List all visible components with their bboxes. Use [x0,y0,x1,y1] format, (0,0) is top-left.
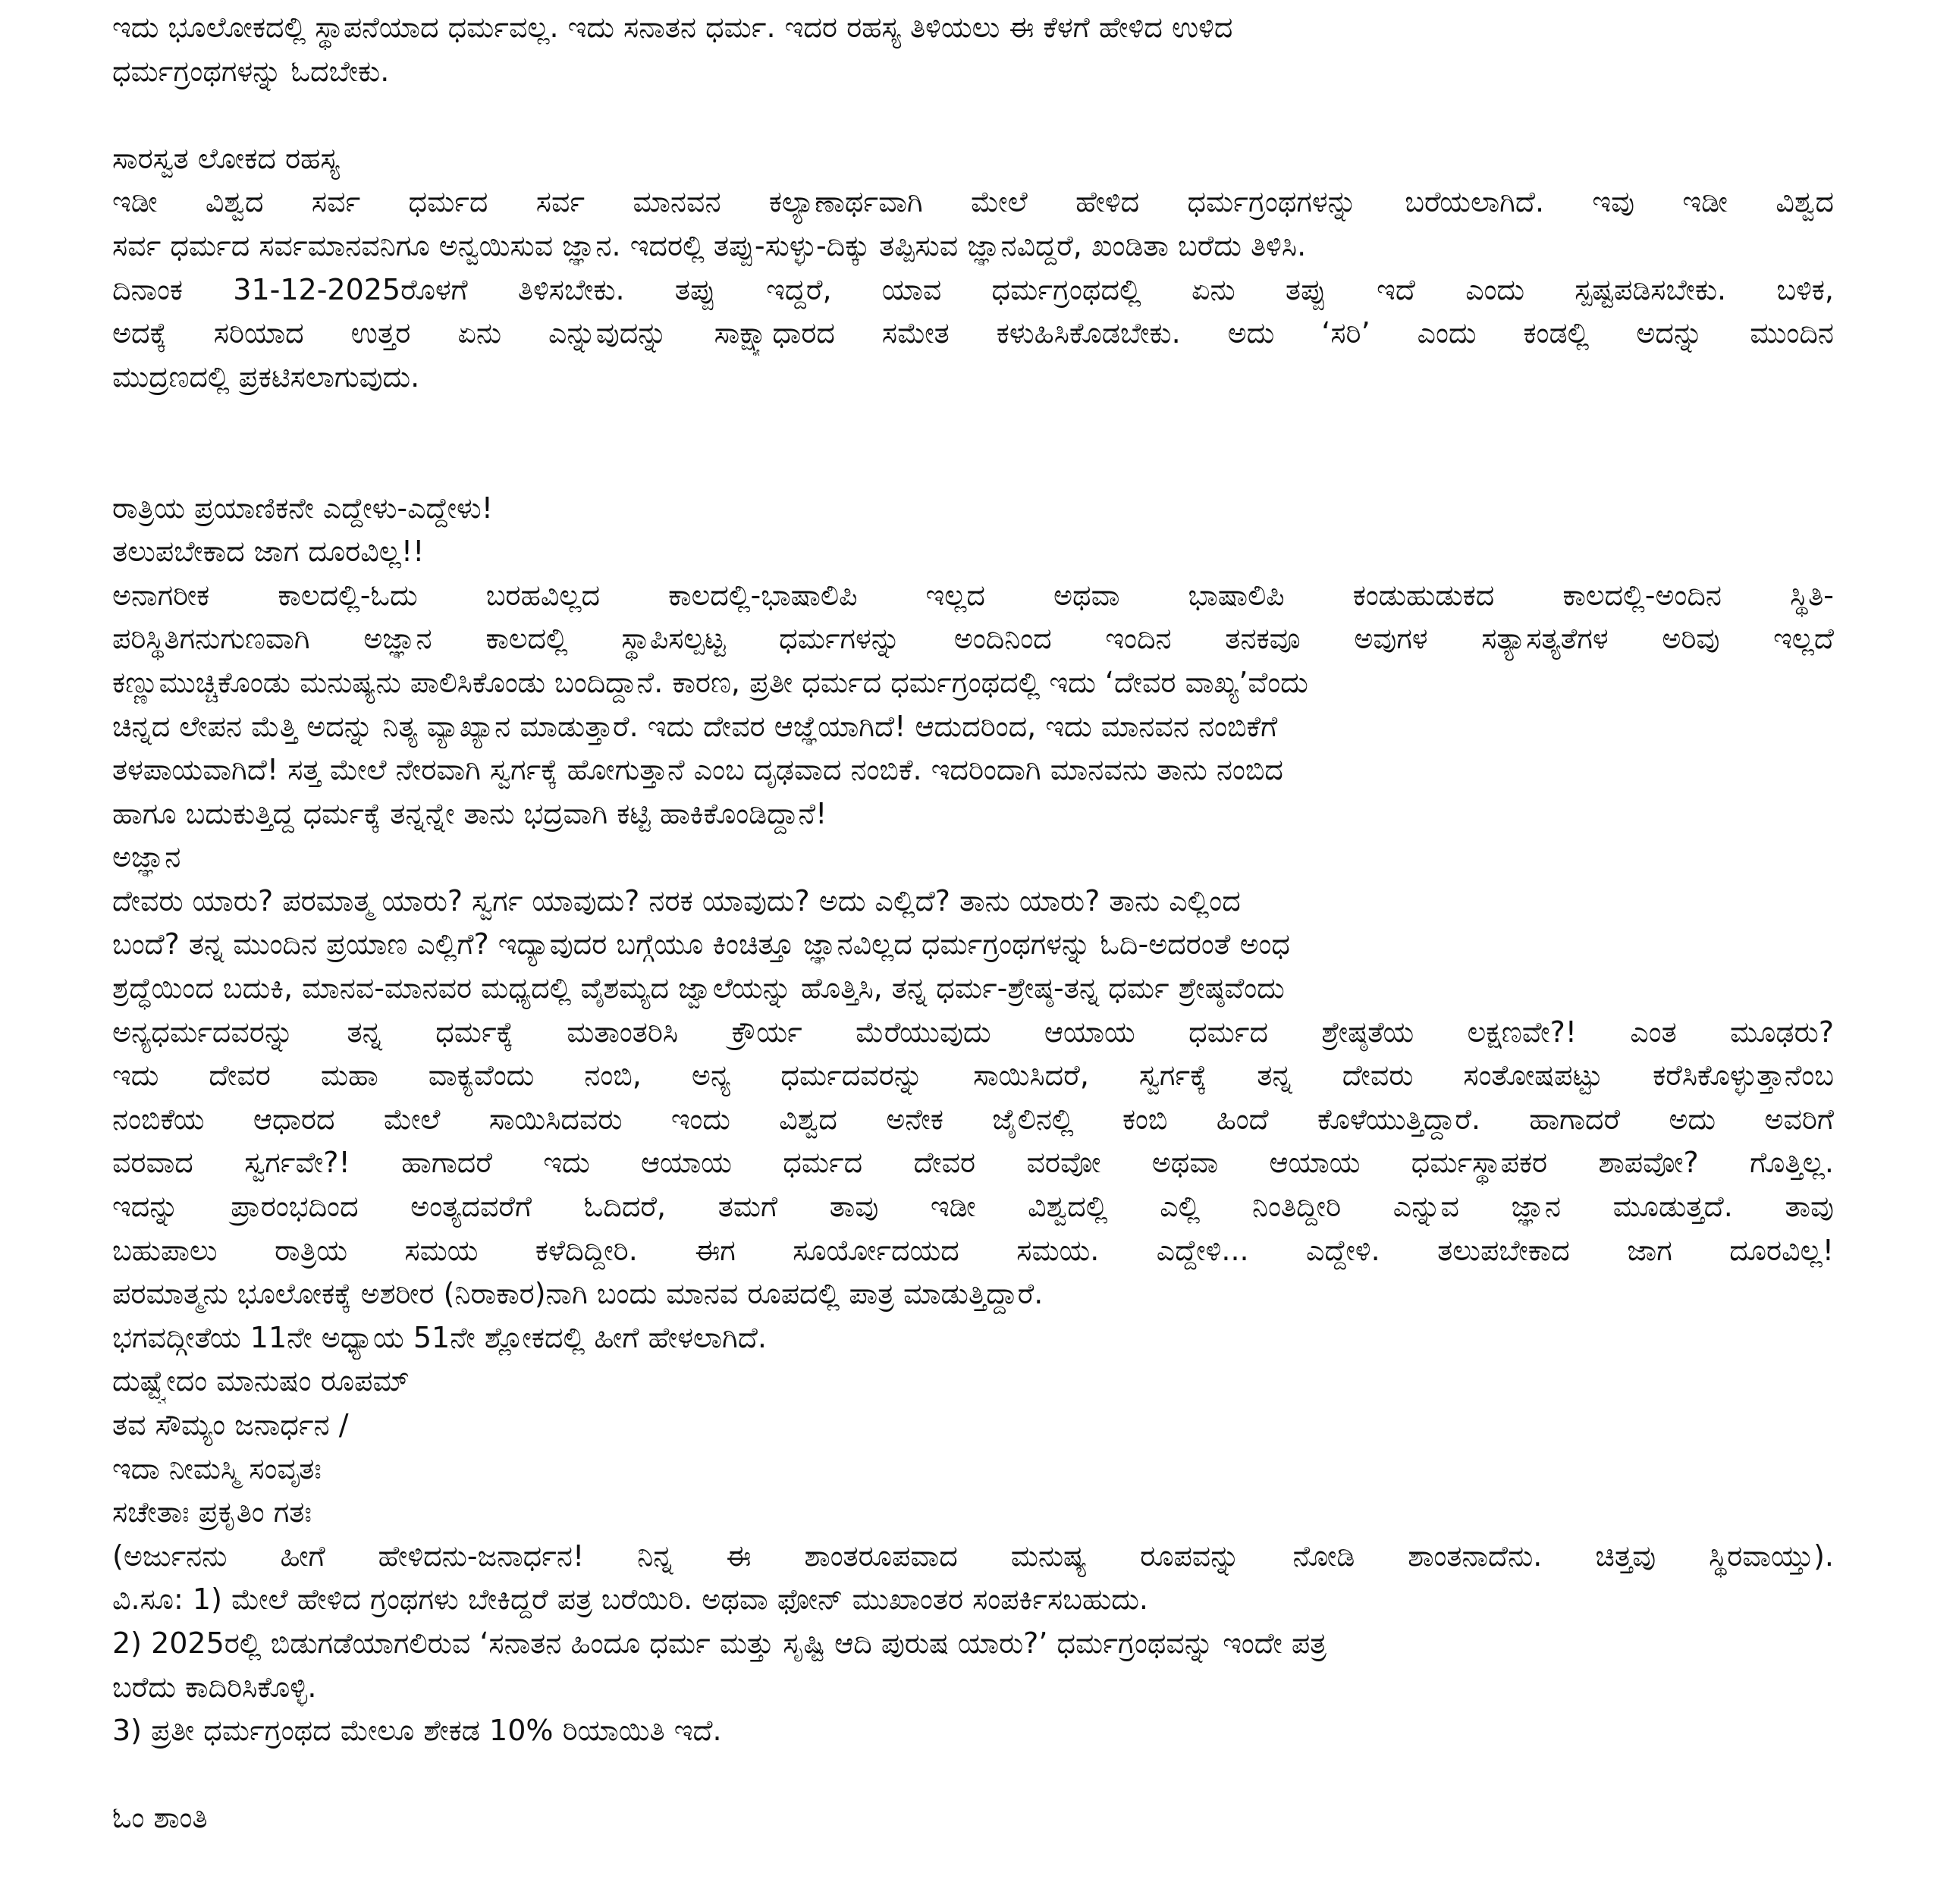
text-line: ದಿನಾಂಕ 31-12-2025ರೊಳಗೆ ತಿಳಿಸಬೇಕು. ತಪ್ಪು ಇದ್ದರೆ, ಯಾವ ಧರ್ಮಗ್ರಂಥದಲ್ಲಿ ಏನು ತಪ್ಪು ಇದೆ ಎಂದು ಸ್ಪಷ್ಟಪಡಿಸಬೇಕು. ಬಳಿಕ, [112,272,1834,306]
text-line: ತಲುಪಬೇಕಾದ ಜಾಗ ದೂರವಿಲ್ಲ!! [112,535,425,569]
text-line: ಇದಾ ನೀಮಸ್ಮಿ ಸಂವೃತಃ [112,1451,322,1485]
text-line: ತವ ಸೌಮ್ಯಂ ಜನಾರ್ಧನ / [112,1408,349,1441]
text-line: ಅನಾಗರೀಕ ಕಾಲದಲ್ಲಿ-ಓದು ಬರಹವಿಲ್ಲದ ಕಾಲದಲ್ಲಿ-ಭಾಷಾಲಿಪಿ ಇಲ್ಲದ ಅಥವಾ ಭಾಷಾಲಿಪಿ ಕಂಡುಹುಡುಕದ ಕಾಲದಲ್ಲಿ-ಅಂದಿನ ಸ್ಥಿತಿ- [112,578,1834,612]
text-line: ಪರಮಾತ್ಮನು ಭೂಲೋಕಕ್ಕೆ ಅಶರೀರ (ನಿರಾಕಾರ)ನಾಗಿ ಬಂದು ಮಾನವ ರೂಪದಲ್ಲಿ ಪಾತ್ರ ಮಾಡುತ್ತಿದ್ದಾರೆ. [112,1277,1044,1311]
text-line: ಸಚೇತಾಃ ಪ್ರಕೃತಿಂ ಗತಃ [112,1495,312,1529]
text-line: ಬಂದೆ? ತನ್ನ ಮುಂದಿನ ಪ್ರಯಾಣ ಎಲ್ಲಿಗೆ? ಇದ್ಯಾವುದರ ಬಗ್ಗೆಯೂ ಕಿಂಚಿತ್ತೂ ಜ್ಞಾನವಿಲ್ಲದ ಧರ್ಮಗ್ರಂಥಗಳನ್ನು ಓದಿ-ಅದರಂತೆ ಅಂಧ [112,927,1290,961]
blank-line [112,443,1834,487]
text-line: ಸರ್ವ ಧರ್ಮದ ಸರ್ವಮಾನವನಿಗೂ ಅನ್ವಯಿಸುವ ಜ್ಞಾನ. ಇದರಲ್ಲಿ ತಪ್ಪು-ಸುಳ್ಳು-ದಿಕ್ಕು ತಪ್ಪಿಸುವ ಜ್ಞಾನವಿದ್ದರೆ, ಖಂಡಿತಾ ಬರೆದು ತಿಳಿಸಿ. [112,228,1307,262]
text-line: ಶ್ರದ್ಧೆಯಿಂದ ಬದುಕಿ, ಮಾನವ-ಮಾನವರ ಮಧ್ಯದಲ್ಲಿ ವೈಶಮ್ಯದ ಜ್ವಾಲೆಯನ್ನು ಹೊತ್ತಿಸಿ, ತನ್ನ ಧರ್ಮ-ಶ್ರೇಷ್ಠ-ತನ್ನ ಧರ್ಮ ಶ್ರೇಷ್ಠವೆಂದು [112,971,1285,1005]
text-line: ಮುದ್ರಣದಲ್ಲಿ ಪ್ರಕಟಿಸಲಾಗುವುದು. [112,359,420,394]
text-line: ನಂಬಿಕೆಯ ಆಧಾರದ ಮೇಲೆ ಸಾಯಿಸಿದವರು ಇಂದು ವಿಶ್ವದ ಅನೇಕ ಜೈಲಿನಲ್ಲಿ ಕಂಬಿ ಹಿಂದೆ ಕೊಳೆಯುತ್ತಿದ್ದಾರೆ. ಹಾಗಾದರೆ ಅದು ಅವರಿಗೆ [112,1102,1834,1136]
text-line: ದೇವರು ಯಾರು? ಪರಮಾತ್ಮ ಯಾರು? ಸ್ವರ್ಗ ಯಾವುದು? ನರಕ ಯಾವುದು? ಅದು ಎಲ್ಲಿದೆ? ತಾನು ಯಾರು? ತಾನು ಎಲ್ಲಿಂದ [112,883,1241,917]
text-line: ಚಿನ್ನದ ಲೇಪನ ಮೆತ್ತಿ ಅದನ್ನು ನಿತ್ಯ ವ್ಯಾಖ್ಯಾನ ಮಾಡುತ್ತಾರೆ. ಇದು ದೇವರ ಆಜ್ಞೆಯಾಗಿದೆ! ಆದುದರಿಂದ, ಇದು ಮಾನವನ ನಂಬಿಕೆಗೆ [112,709,1278,743]
text-line: ಬಹುಪಾಲು ರಾತ್ರಿಯ ಸಮಯ ಕಳೆದಿದ್ದೀರಿ. ಈಗ ಸೂರ್ಯೋದಯದ ಸಮಯ. ಎದ್ದೇಳಿ... ಎದ್ದೇಳಿ. ತಲುಪಬೇಕಾದ ಜಾಗ ದೂರವಿಲ್ಲ! [112,1233,1834,1267]
text-line: ದುಷ್ಟ್ವೇದಂ ಮಾನುಷಂ ರೂಪಮ್ [112,1364,410,1398]
text-line: ರಾತ್ರಿಯ ಪ್ರಯಾಣಿಕನೇ ಎದ್ದೇಳು-ಎದ್ದೇಳು! [112,491,493,525]
text-line: ಅದಕ್ಕೆ ಸರಿಯಾದ ಉತ್ತರ ಏನು ಎನ್ನುವುದನ್ನು ಸಾಕ್ಷ್ಯಾಧಾರದ ಸಮೇತ ಕಳುಹಿಸಿಕೊಡಬೇಕು. ಅದು ‘ಸರಿ’ ಎಂದು ಕಂಡಲ್ಲಿ ಅದನ್ನು ಮುಂದಿನ [112,316,1834,350]
text-line: ಇದು ದೇವರ ಮಹಾ ವಾಕ್ಯವೆಂದು ನಂಬಿ, ಅನ್ಯ ಧರ್ಮದವರನ್ನು ಸಾಯಿಸಿದರೆ, ಸ್ವರ್ಗಕ್ಕೆ ತನ್ನ ದೇವರು ಸಂತೋಷಪಟ್ಟು ಕರೆಸಿಕೊಳ್ಳುತ್ತಾನೆಂಬ [112,1059,1834,1093]
text-line: ತಳಪಾಯವಾಗಿದೆ! ಸತ್ತ ಮೇಲೆ ನೇರವಾಗಿ ಸ್ವರ್ಗಕ್ಕೆ ಹೋಗುತ್ತಾನೆ ಎಂಬ ದೃಢವಾದ ನಂಬಿಕೆ. ಇದರಿಂದಾಗಿ ಮಾನವನು ತಾನು ನಂಬಿದ [112,753,1283,787]
text-line: ಧರ್ಮಗ್ರಂಥಗಳನ್ನು ಓದಬೇಕು. [112,54,390,88]
text-line: (ಅರ್ಜುನನು ಹೀಗೆ ಹೇಳಿದನು-ಜನಾರ್ಧನ! ನಿನ್ನ ಈ ಶಾಂತರೂಪವಾದ ಮನುಷ್ಯ ರೂಪವನ್ನು ನೋಡಿ ಶಾಂತನಾದೆನು. ಚಿತ್ತವು ಸ್ಥಿರವಾಯ್ತು). [112,1539,1834,1573]
text-line: ಇಡೀ ವಿಶ್ವದ ಸರ್ವ ಧರ್ಮದ ಸರ್ವ ಮಾನವನ ಕಲ್ಯಾಣಾರ್ಥವಾಗಿ ಮೇಲೆ ಹೇಳಿದ ಧರ್ಮಗ್ರಂಥಗಳನ್ನು ಬರೆಯಲಾಗಿದೆ. ಇವು ಇಡೀ ವಿಶ್ವದ [112,185,1834,219]
text-line: ಪರಿಸ್ಥಿತಿಗನುಗುಣವಾಗಿ ಅಜ್ಞಾನ ಕಾಲದಲ್ಲಿ ಸ್ಥಾಪಿಸಲ್ಪಟ್ಟ ಧರ್ಮಗಳನ್ನು ಅಂದಿನಿಂದ ಇಂದಿನ ತನಕವೂ ಅವುಗಳ ಸತ್ಯಾಸತ್ಯತೆಗಳ ಅರಿವು ಇಲ್ಲದೆ [112,622,1834,656]
blank-line [112,93,1834,137]
document-body [112,6,1834,1840]
blank-line [112,399,1834,443]
blank-line [112,1753,1834,1797]
text-line: ವರವಾದ ಸ್ವರ್ಗವೇ?! ಹಾಗಾದರೆ ಇದು ಆಯಾಯ ಧರ್ಮದ ದೇವರ ವರವೋ ಅಥವಾ ಆಯಾಯ ಧರ್ಮಸ್ಥಾಪಕರ ಶಾಪವೋ? ಗೊತ್ತಿಲ್ಲ. [112,1146,1834,1180]
text-line: ಅಜ್ಞಾನ [112,840,181,874]
text-line: 2) 2025ರಲ್ಲಿ ಬಿಡುಗಡೆಯಾಗಲಿರುವ ‘ಸನಾತನ ಹಿಂದೂ ಧರ್ಮ ಮತ್ತು ಸೃಷ್ಟಿ ಆದಿ ಪುರುಷ ಯಾರು?’ ಧರ್ಮಗ್ರಂಥವನ್ನು ಇಂದೇ ಪತ್ರ [112,1626,1326,1660]
text-line: ವಿ.ಸೂ: 1) ಮೇಲೆ ಹೇಳಿದ ಗ್ರಂಥಗಳು ಬೇಕಿದ್ದರೆ ಪತ್ರ ಬರೆಯಿರಿ. ಅಥವಾ ಫೋನ್ ಮುಖಾಂತರ ಸಂಪರ್ಕಿಸಬಹುದು. [112,1582,1149,1617]
text-line: ಕಣ್ಣುಮುಚ್ಚಿಕೊಂಡು ಮನುಷ್ಯನು ಪಾಲಿಸಿಕೊಂಡು ಬಂದಿದ್ದಾನೆ. ಕಾರಣ, ಪ್ರತೀ ಧರ್ಮದ ಧರ್ಮಗ್ರಂಥದಲ್ಲಿ ಇದು ‘ದೇವರ ವಾಖ್ಯ’ವೆಂದು [112,665,1308,699]
text-line: ಇದು ಭೂಲೋಕದಲ್ಲಿ ಸ್ಥಾಪನೆಯಾದ ಧರ್ಮವಲ್ಲ. ಇದು ಸನಾತನ ಧರ್ಮ. ಇದರ ರಹಸ್ಯ ತಿಳಿಯಲು ಈ ಕೆಳಗೆ ಹೇಳಿದ ಉಳಿದ [112,11,1233,44]
text-line: 3) ಪ್ರತೀ ಧರ್ಮಗ್ರಂಥದ ಮೇಲೂ ಶೇಕಡ 10% ರಿಯಾಯಿತಿ ಇದೆ. [112,1714,722,1748]
text-line: ಇದನ್ನು ಪ್ರಾರಂಭದಿಂದ ಅಂತ್ಯದವರೆಗೆ ಓದಿದರೆ, ತಮಗೆ ತಾವು ಇಡೀ ವಿಶ್ವದಲ್ಲಿ ಎಲ್ಲಿ ನಿಂತಿದ್ದೀರಿ ಎನ್ನುವ ಜ್ಞಾನ ಮೂಡುತ್ತದೆ. ತಾವು [112,1190,1834,1224]
text-line: ಭಗವದ್ಗೀತೆಯ 11ನೇ ಅಧ್ಯಾಯ 51ನೇ ಶ್ಲೋಕದಲ್ಲಿ ಹೀಗೆ ಹೇಳಲಾಗಿದೆ. [112,1320,767,1354]
text-line: ಹಾಗೂ ಬದುಕುತ್ತಿದ್ದ ಧರ್ಮಕ್ಕೆ ತನ್ನನ್ನೇ ತಾನು ಭದ್ರವಾಗಿ ಕಟ್ಟಿ ಹಾಕಿಕೊಂಡಿದ್ದಾನೆ! [112,796,827,830]
text-line: ಓಂ ಶಾಂತಿ [112,1801,208,1835]
text-line: ಬರೆದು ಕಾದಿರಿಸಿಕೊಳ್ಳಿ. [112,1670,317,1704]
text-line: ಸಾರಸ್ವತ ಲೋಕದ ರಹಸ್ಯ [112,141,340,175]
text-line: ಅನ್ಯಧರ್ಮದವರನ್ನು ತನ್ನ ಧರ್ಮಕ್ಕೆ ಮತಾಂತರಿಸಿ ಕ್ರೌರ್ಯ ಮೆರೆಯುವುದು ಆಯಾಯ ಧರ್ಮದ ಶ್ರೇಷ್ಠತೆಯ ಲಕ್ಷಣವೇ?! ಎಂತ ಮೂಢರು? [112,1015,1834,1049]
